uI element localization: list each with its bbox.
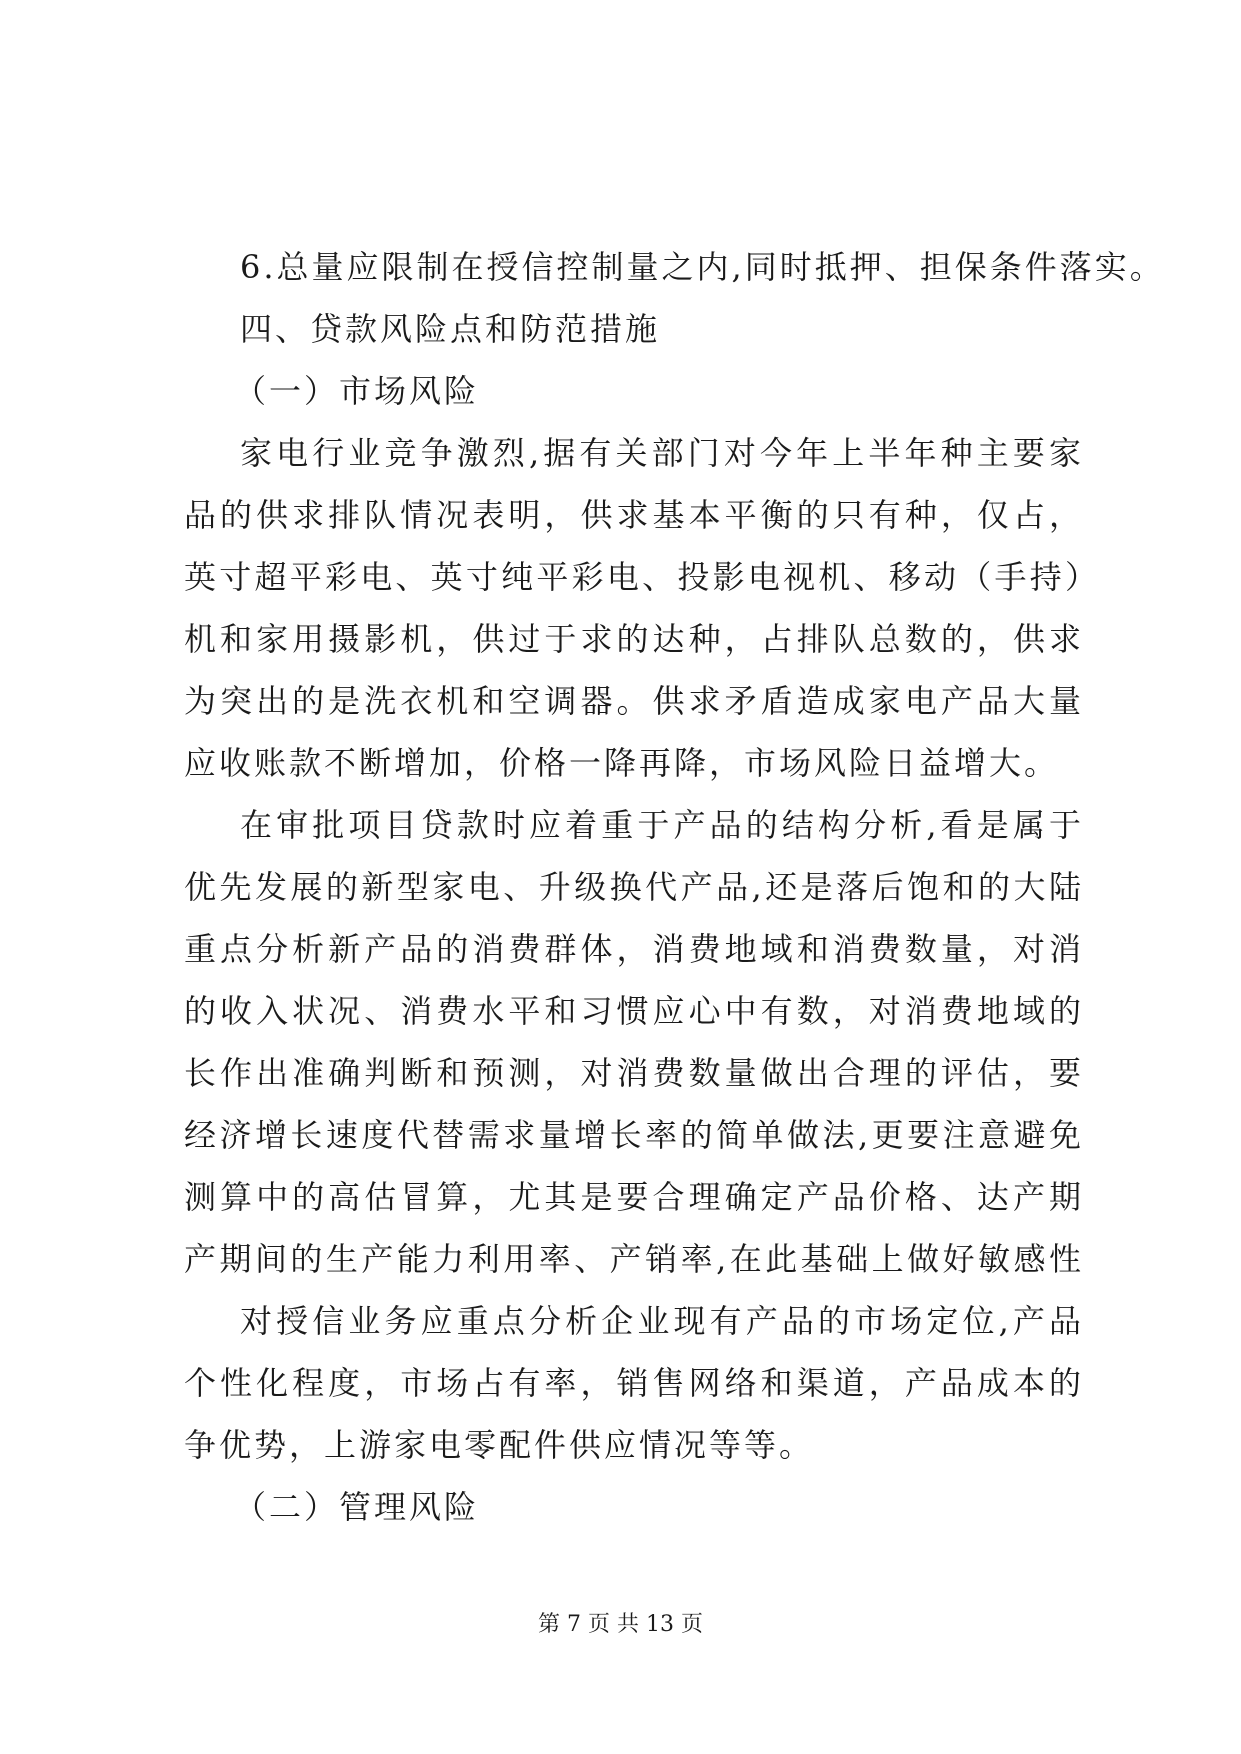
subsection-heading-market-risk: （一）市场风险 <box>234 372 480 410</box>
section-heading-4: 四、贷款风险点和防范措施 <box>240 310 661 348</box>
paragraph-line: 机和家用摄影机，供过于求的达种，占排队总数的，供求 <box>184 620 1084 658</box>
paragraph-line: 重点分析新产品的消费群体，消费地域和消费数量，对消 <box>184 930 1084 968</box>
subsection-heading-management-risk: （二）管理风险 <box>234 1488 480 1526</box>
paragraph-line: 对授信业务应重点分析企业现有产品的市场定位,产品 <box>240 1302 1084 1340</box>
paragraph-line: 英寸超平彩电、英寸纯平彩电、投影电视机、移动（手持） <box>184 558 1084 596</box>
paragraph-line: 经济增长速度代替需求量增长率的简单做法,更要注意避免 <box>184 1116 1084 1154</box>
document-body <box>184 236 1165 1538</box>
paragraph-line: 在审批项目贷款时应着重于产品的结构分析,看是属于 <box>240 806 1084 844</box>
paragraph-line: 产期间的生产能力利用率、产销率,在此基础上做好敏感性 <box>184 1240 1084 1278</box>
paragraph-line: 品的供求排队情况表明，供求基本平衡的只有种，仅占， <box>184 496 1084 534</box>
paragraph-line: 争优势，上游家电零配件供应情况等等。 <box>184 1426 815 1464</box>
paragraph-line: 为突出的是洗衣机和空调器。供求矛盾造成家电产品大量 <box>184 682 1084 720</box>
paragraph-line: 家电行业竞争激烈,据有关部门对今年上半年种主要家 <box>240 434 1084 472</box>
page-number-footer: 第 7 页 共 13 页 <box>538 1612 703 1637</box>
paragraph-line: 长作出准确判断和预测，对消费数量做出合理的评估，要 <box>184 1054 1084 1092</box>
paragraph-line: 的收入状况、消费水平和习惯应心中有数，对消费地域的 <box>184 992 1084 1030</box>
paragraph-line: 测算中的高估冒算，尤其是要合理确定产品价格、达产期 <box>184 1178 1084 1216</box>
paragraph-line: 个性化程度，市场占有率，销售网络和渠道，产品成本的 <box>184 1364 1084 1402</box>
paragraph-line: 优先发展的新型家电、升级换代产品,还是落后饱和的大陆 <box>184 868 1084 906</box>
paragraph-line: 应收账款不断增加，价格一降再降，市场风险日益增大。 <box>184 744 1060 782</box>
list-item-6: 6.总量应限制在授信控制量之内,同时抵押、担保条件落实。 <box>240 248 1165 286</box>
